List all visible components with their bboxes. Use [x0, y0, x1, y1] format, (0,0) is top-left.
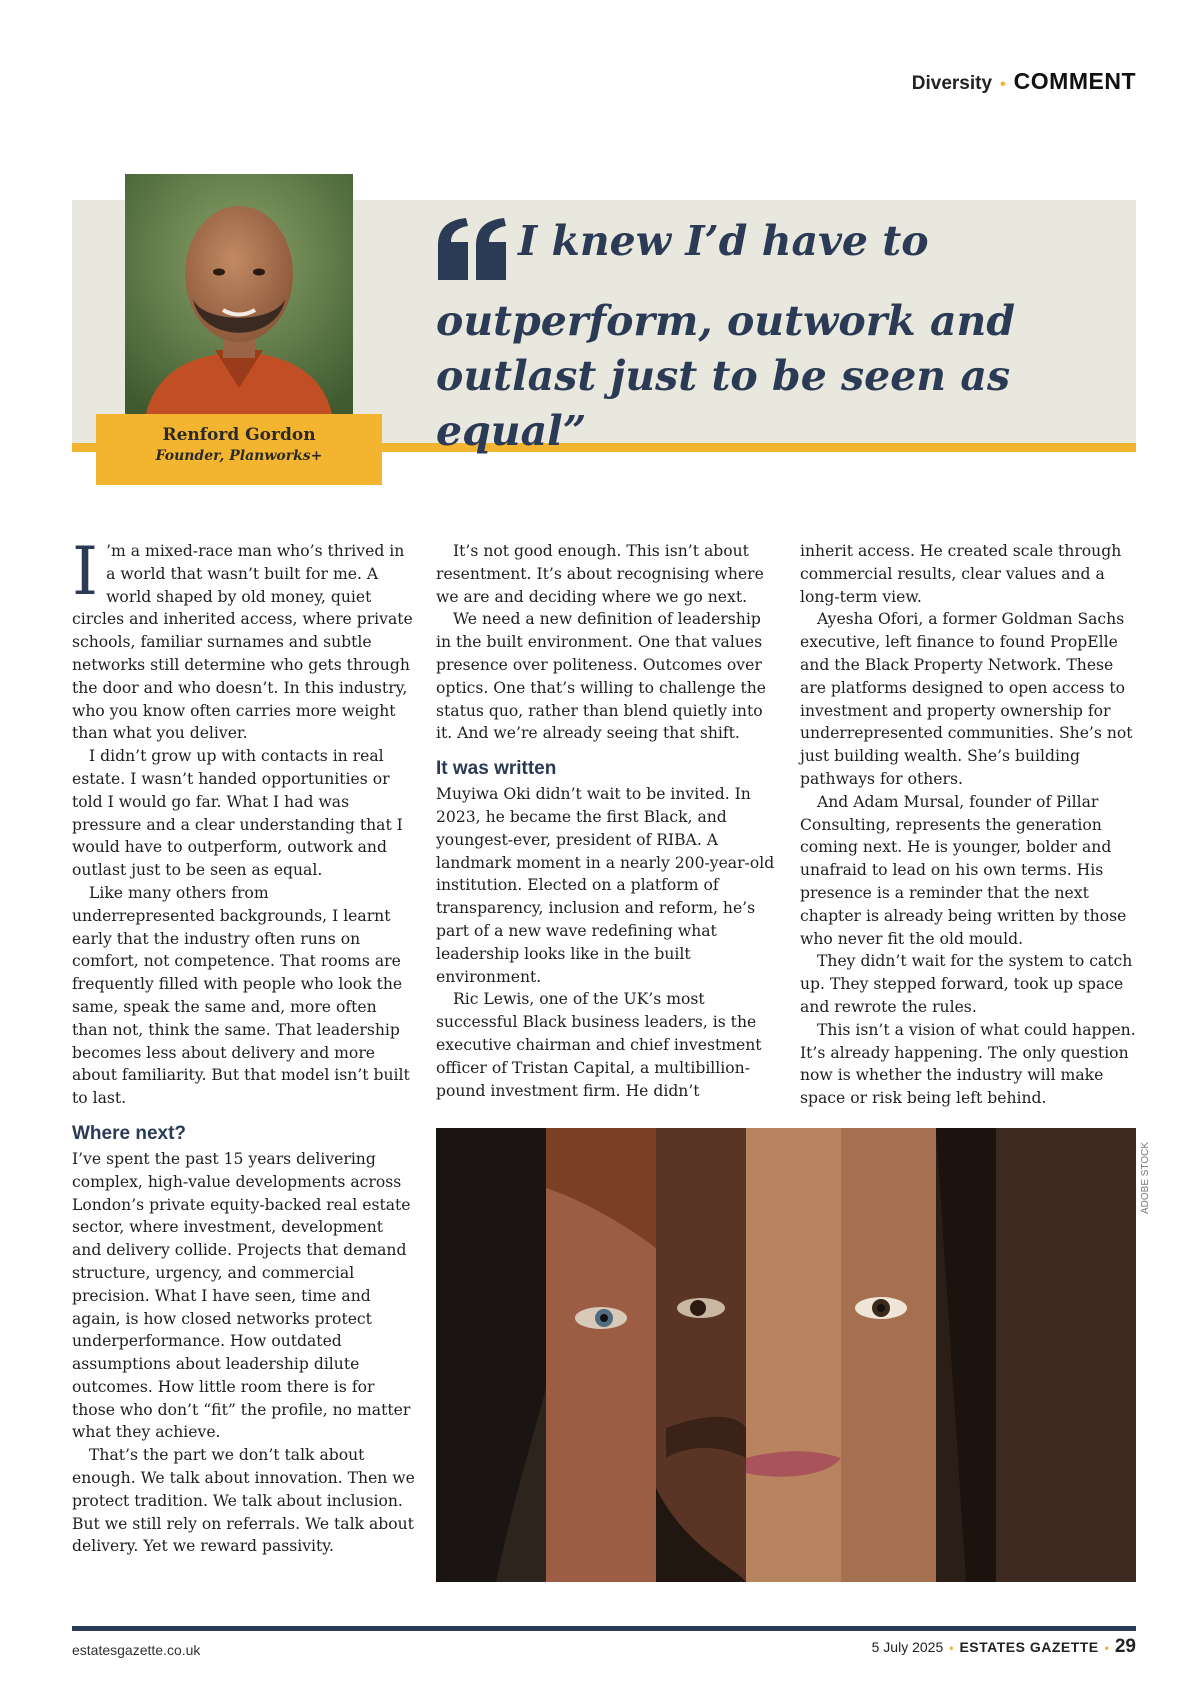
paragraph: Muyiwa Oki didn’t wait to be invited. In 2023, he became the first Black, and youngest-ever, president of RIBA. A landmark moment in a nearly 200-year-old institution. Elected on a platform of transparency, inclusion and reform, he’s part of a new wave redefining what leadership looks like in the built environment.: [436, 785, 775, 986]
paragraph: I didn’t grow up with contacts in real estate. I wasn’t handed opportunities or told I would go far. What I had was pressure and a clear understanding that I would have to outperform, outwork and outlast just to be seen as equal.: [72, 747, 403, 880]
paragraph: Ayesha Ofori, a former Goldman Sachs executive, left finance to found PropElle and the Black Property Network. These are platforms designed to open access to investment and property ownership for underrepresented communities. She’s not just building wealth. She’s building pathways for others.: [800, 610, 1133, 788]
paragraph: They didn’t wait for the system to catch up. They stepped forward, took up space and rewrote the rules.: [800, 952, 1133, 1016]
issue-date: 5 July 2025: [871, 1639, 944, 1655]
footer-rule: [72, 1626, 1136, 1631]
paragraph: Like many others from underrepresented backgrounds, I learnt early that the industry often runs on comfort, not competence. That rooms are frequently filled with people who look the same, speak the same and, more often than not, think the same. That leadership becomes less about delivery and more about familiarity. But that model isn’t built to last.: [72, 883, 410, 1108]
publication-name: ESTATES GAZETTE: [959, 1639, 1099, 1655]
article-type-label: COMMENT: [1013, 68, 1136, 94]
article-column-1: [72, 533, 416, 1558]
article-column-3: [800, 540, 1140, 1110]
footer-info: [872, 1636, 1136, 1658]
section-label: Diversity: [911, 73, 993, 94]
drop-cap: I: [72, 533, 99, 610]
composite-faces-photo: [436, 1128, 1136, 1582]
paragraph: I ’m a mixed-race man who’s thrived in a world that wasn’t built for me. A world shaped by old money, quiet circles and inherited access, where private schools, familiar surnames and subtle networks still determine who gets through the door and who doesn’t. In this industry, who you know often carries more weight than what you deliver.: [72, 533, 413, 743]
footer-separator: •: [1104, 1641, 1109, 1655]
header-separator: •: [1000, 76, 1006, 93]
paragraph: It’s not good enough. This isn’t about resentment. It’s about recognising where we are and deciding where we go next.: [436, 542, 764, 606]
paragraph: This isn’t a vision of what could happen. It’s already happening. The only question now is whether the industry will make space or risk being left behind.: [800, 1020, 1136, 1108]
author-role: Founder, Planworks+: [155, 448, 323, 464]
paragraph: inherit access. He created scale through commercial results, clear values and a long-term view.: [800, 542, 1122, 606]
paragraph: We need a new definition of leadership in the built environment. One that values presence over politeness. Outcomes over optics. One that’s willing to challenge the status quo, rather than blend quietly into it. And we’re already seeing that shift.: [436, 610, 766, 743]
pull-quote: [436, 214, 1126, 459]
paragraph: And Adam Mursal, founder of Pillar Consulting, represents the generation coming next. He is younger, bolder and unafraid to lead on his own terms. His presence is a reminder that the next chapter is already being written by those who never fit the old mould.: [800, 792, 1127, 948]
pull-quote-text: I knew I’d have to outperform, outwork and outlast just to be seen as equal”: [436, 217, 1016, 455]
footer-separator: •: [949, 1641, 954, 1655]
footer-website[interactable]: estatesgazette.co.uk: [72, 1642, 201, 1658]
author-name: Renford Gordon: [162, 425, 316, 445]
paragraph: That’s the part we don’t talk about enough. We talk about innovation. Then we protect tradition. We talk about inclusion. But we still rely on referrals. We talk about delivery. Yet we reward passivity.: [72, 1446, 415, 1556]
author-caption: [96, 414, 382, 485]
author-portrait: [125, 174, 353, 418]
subheading-it-was-written: It was written: [436, 758, 557, 780]
open-quote-icon: [436, 218, 510, 294]
section-header: [912, 68, 1136, 95]
paragraph: Ric Lewis, one of the UK’s most successful Black business leaders, is the executive chairman and chief investment officer of Tristan Capital, a multibillion-pound investment firm. He didn’t: [436, 990, 762, 1100]
subheading-where-next: Where next?: [72, 1122, 187, 1144]
image-credit: ADOBE STOCK: [1140, 1141, 1151, 1214]
article-column-2: [436, 540, 776, 1102]
paragraph: I’ve spent the past 15 years delivering complex, high-value developments across London’s private equity-backed real estate sector, where investment, development and delivery collide. Projects that demand structure, urgency, and commercial precision. What I have seen, time and again, is how closed networks protect underperformance. How outdated assumptions about leadership dilute outcomes. How little room there is for those who don’t “fit” the profile, no matter what they achieve.: [72, 1149, 411, 1442]
page-number: 29: [1114, 1636, 1136, 1657]
